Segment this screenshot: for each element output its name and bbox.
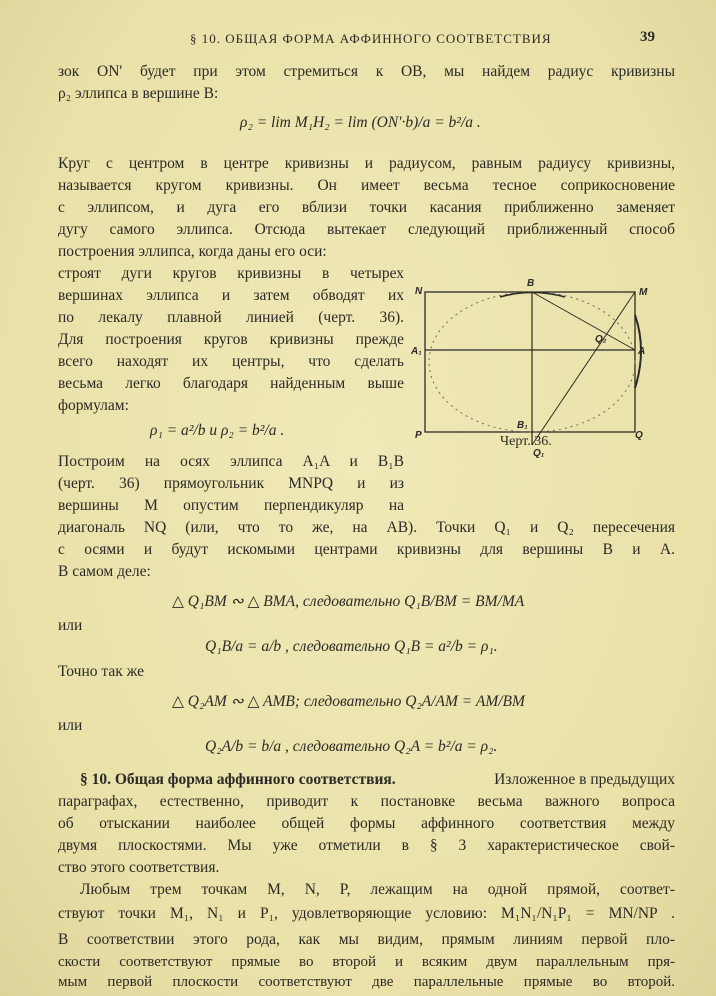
text-line: ρ₂ эллипса в вершине B: (58, 85, 219, 102)
text-line: или (58, 717, 83, 734)
section-first-line (80, 770, 675, 790)
label-m: M (639, 287, 648, 298)
text-line: дугу самого эллипса. Отсюда вытекает следующий приближенный способ (58, 221, 675, 238)
page-number: 39 (640, 29, 655, 45)
text-fragment: Изложенное в предыдущих (494, 771, 675, 788)
label-q: Q (635, 430, 643, 441)
label-n: N (415, 286, 423, 297)
text-line: или (58, 617, 83, 634)
text-line: всего находят их центры, что сделать (58, 353, 404, 370)
formula: Q₂A/b = b/a , следовательно Q₂A = b²/a = ρ₂. (205, 738, 498, 755)
text-line: В соответствии этого рода, как мы видим, прямым линиям первой пло- (58, 931, 675, 948)
label-b: B (527, 278, 535, 289)
text-line: Для построения кругов кривизны прежде (58, 331, 404, 348)
label-a: A (638, 346, 646, 357)
label-b1: B₁ (517, 420, 528, 431)
text-line: скости соответствуют прямые во второй и всяким двум параллельным пря- (58, 954, 675, 970)
rectangle-mnpq (425, 292, 635, 432)
label-q1: Q₁ (533, 448, 545, 459)
text-line: вершины M опустим перпендикуляр на (58, 497, 404, 514)
text-line: Построим на осях эллипса A₁A и B₁B (58, 453, 404, 470)
running-header: § 10. ОБЩАЯ ФОРМА АФФИННОГО СООТВЕТСТВИЯ (190, 31, 552, 46)
text-line: весьма легко благодаря найденным выше (58, 375, 404, 392)
text-line: формулам: (58, 397, 129, 414)
text-line: ствуют точки M₁, N₁ и P₁, удовлетворяющие условию: M₁N₁/N₁P₁ = MN/NP . (58, 905, 675, 922)
text-line: строят дуги кругов кривизны в четырех (58, 265, 404, 282)
text-line: об отыскании наиболее общей формы аффинного соответствия между (58, 815, 675, 832)
label-a1: A₁ (411, 346, 422, 357)
text-line: диагональ NQ (или, что то же, на AB). Точки Q₁ и Q₂ пересечения (58, 519, 675, 536)
figure-caption: Черт. 36. (500, 434, 552, 449)
formula: ρ₂ = lim M₁H₂ = lim (ON'·b)/a = b²/a . (240, 114, 481, 131)
text-line: Точно так же (58, 663, 144, 680)
text-line: по лекалу плавной линией (черт. 36). (58, 309, 404, 326)
text-line: с осями и будут искомыми центрами кривизны для вершины B и A. (58, 541, 675, 558)
text-line: В самом деле: (58, 563, 151, 580)
label-p: P (415, 430, 422, 441)
perpendicular-line (532, 292, 635, 445)
text-line: (черт. 36) прямоугольник MNPQ и из (58, 475, 404, 492)
chord-ab (532, 292, 635, 350)
text-line: двумя плоскостями. Мы уже отметили в § 3 характеристическое свой- (58, 837, 675, 854)
text-line: построения эллипса, когда даны его оси: (58, 243, 327, 260)
text-line: называется кругом кривизны. Он имеет весьма тесное соприкосновение (58, 177, 675, 194)
formula: Q₁B/a = a/b , следовательно Q₁B = a²/b = ρ₁. (205, 638, 498, 655)
text-line: с эллипсом, и дуга его вблизи точки касания приближенно заменяет (58, 199, 675, 216)
label-q2: Q₂ (595, 334, 607, 345)
text-line: Любым трем точкам M, N, P, лежащим на одной прямой, соответ- (80, 881, 675, 898)
formula: ρ₁ = a²/b и ρ₂ = b²/a . (150, 422, 285, 439)
text-line: Круг с центром в центре кривизны и радиусом, равным радиусу кривизны, (58, 155, 675, 172)
formula: △ Q₂AM ∾ △ AMB; следовательно Q₂A/AM = AM/BM (172, 693, 525, 710)
section-heading: § 10. Общая форма аффинного соответствия. (80, 771, 396, 788)
formula: △ Q₁BM ∾ △ BMA, следовательно Q₁B/BM = BM/MA (172, 593, 525, 610)
text-line: зок ON' будет при этом стремиться к OB, мы найдем радиус кривизны (58, 63, 675, 80)
text-line: вершинах эллипса и затем обводят их (58, 287, 404, 304)
text-line: мым первой плоскости соответствуют две параллельные прямые во второй. (58, 974, 675, 990)
text-line: ство этого соответствия. (58, 859, 220, 876)
text-line: параграфах, естественно, приводит к постановке весьма важного вопроса (58, 793, 675, 810)
